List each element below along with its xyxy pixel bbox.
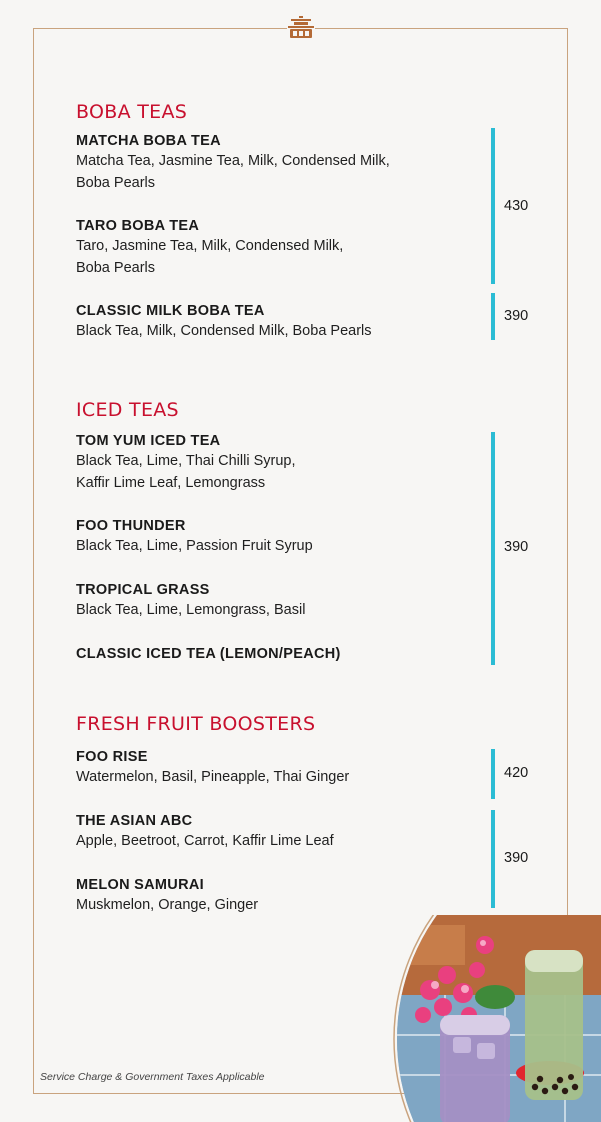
price: 420 [504,765,529,781]
item-description: Apple, Beetroot, Carrot, Kaffir Lime Leaf [76,833,334,849]
section-title-boba-teas: BOBA TEAS [76,101,188,123]
price-bar [491,810,495,908]
menu-item-taro-boba-tea [76,216,476,279]
menu-item-classic-milk-boba-tea [76,301,476,343]
item-name: FOO RISE [76,749,148,765]
price-bar [491,293,495,340]
menu-item-classic-iced-tea [76,644,476,664]
item-name: THE ASIAN ABC [76,813,193,829]
price: 430 [504,198,529,214]
price: 390 [504,850,529,866]
price-bar [491,749,495,799]
item-description: Watermelon, Basil, Pineapple, Thai Ginger [76,769,350,785]
item-name: FOO THUNDER [76,518,186,534]
item-description: Black Tea, Milk, Condensed Milk, Boba Pearls [76,323,372,339]
menu-item-tom-yum-iced-tea [76,431,476,494]
item-description: Matcha Tea, Jasmine Tea, Milk, Condensed Milk, Boba Pearls [76,153,390,191]
pagoda-logo-icon [287,16,315,40]
menu-item-the-asian-abc [76,811,476,853]
boba-drinks-photo [385,915,601,1122]
item-name: TOM YUM ICED TEA [76,433,221,449]
item-name: MELON SAMURAI [76,877,204,893]
section-title-fresh-fruit-boosters: FRESH FRUIT BOOSTERS [76,713,316,735]
item-name: MATCHA BOBA TEA [76,133,221,149]
menu-item-tropical-grass [76,580,476,622]
menu-item-matcha-boba-tea [76,131,476,194]
item-name: CLASSIC MILK BOBA TEA [76,303,265,319]
price: 390 [504,539,529,555]
section-title-iced-teas: ICED TEAS [76,399,179,421]
item-name: CLASSIC ICED TEA (LEMON/PEACH) [76,646,341,662]
price-bar [491,432,495,665]
menu-item-foo-thunder [76,516,476,558]
item-description: Black Tea, Lime, Lemongrass, Basil [76,602,306,618]
price-bar [491,128,495,284]
price: 390 [504,308,529,324]
item-description: Muskmelon, Orange, Ginger [76,897,259,913]
menu-item-melon-samurai [76,875,476,917]
item-name: TARO BOBA TEA [76,218,200,234]
footer-note: Service Charge & Government Taxes Applicable [40,1071,265,1083]
item-name: TROPICAL GRASS [76,582,210,598]
menu-item-foo-rise [76,747,476,789]
item-description: Black Tea, Lime, Passion Fruit Syrup [76,538,313,554]
item-description: Black Tea, Lime, Thai Chilli Syrup, Kaffir Lime Leaf, Lemongrass [76,453,296,491]
item-description: Taro, Jasmine Tea, Milk, Condensed Milk, Boba Pearls [76,238,344,276]
